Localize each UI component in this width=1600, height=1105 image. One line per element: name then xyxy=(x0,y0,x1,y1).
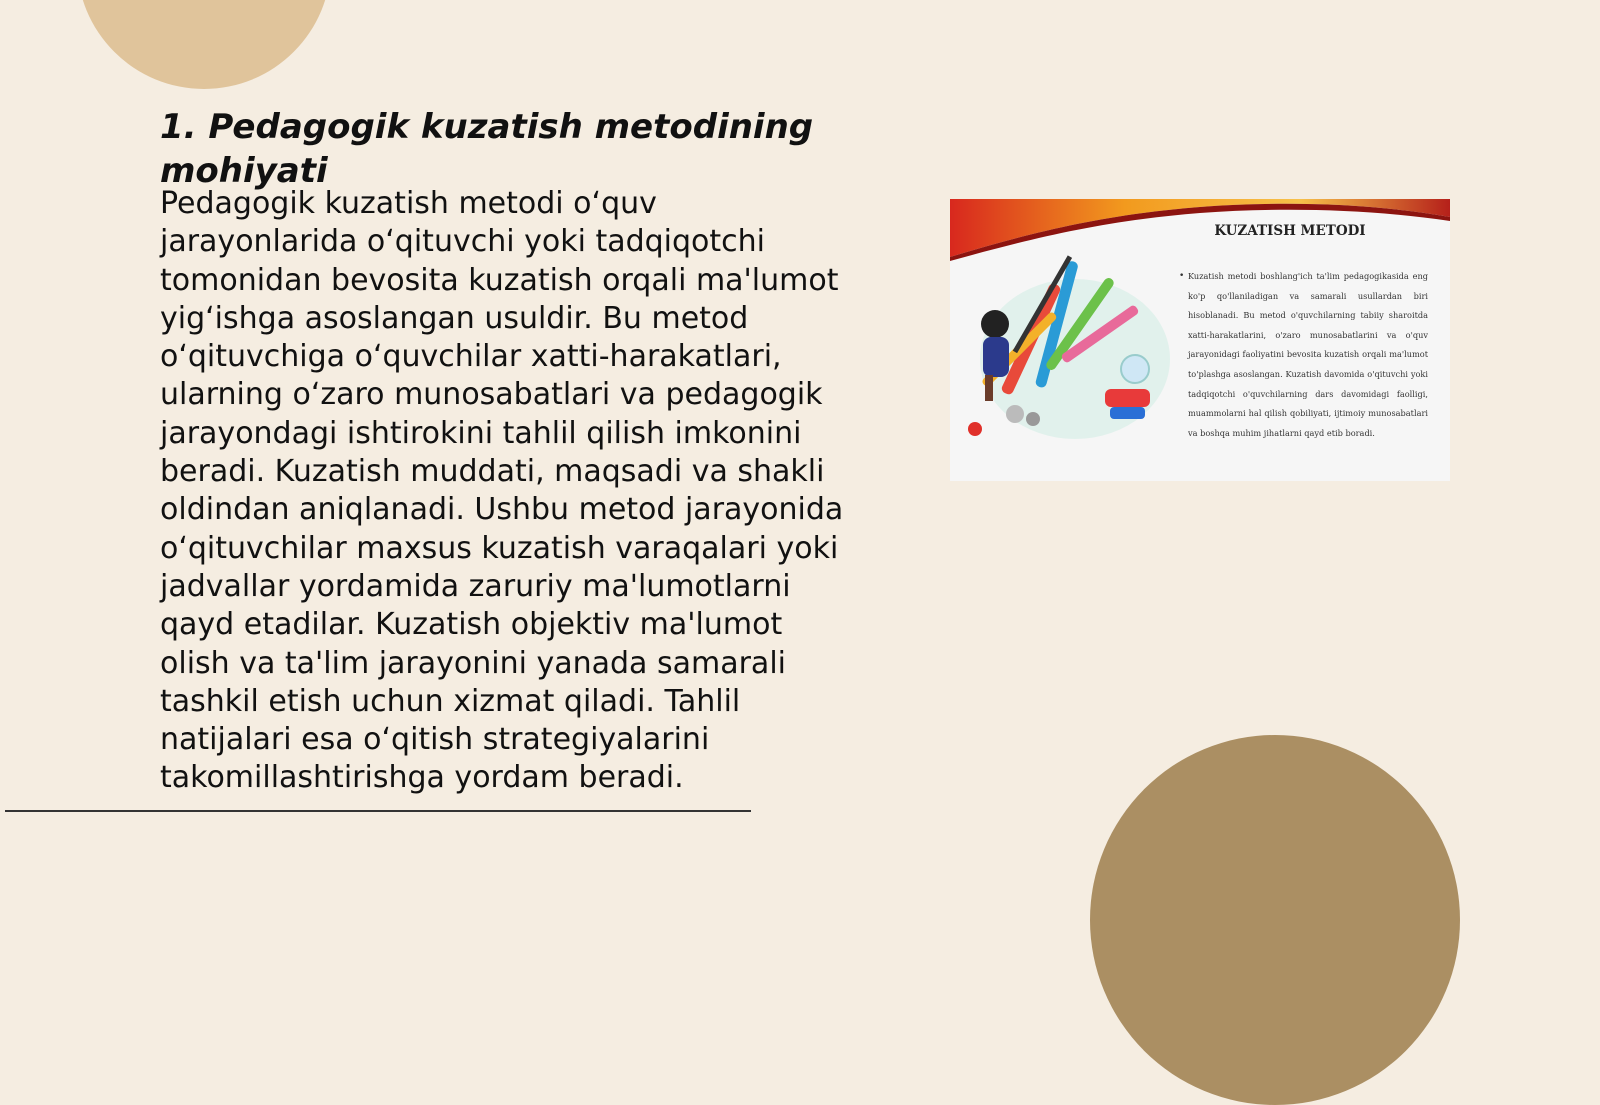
slide-title: 1. Pedagogik kuzatish metodining mohiyati xyxy=(160,107,814,191)
school-supplies-illustration xyxy=(955,239,1175,449)
decorative-circle-bottom xyxy=(1090,735,1460,1105)
slide-body-text: Pedagogik kuzatish metodi o‘quv jarayonlarida o‘qituvchi yoki tadqiqotchi tomonidan bevosita kuzatish orqali ma'lumot yig‘ishga asoslangan usuldir. Bu metod o‘qituvchiga o‘quvchilar xatti-harakatlari, ularning o‘zaro munosabatlari va pedagogik jarayondagi ishtirokini tahlil qilish imkonini beradi. Kuzatish muddati, maqsadi va shakli oldindan aniqlanadi. Ushbu metod jarayonida o‘qituvchilar maxsus kuzatish varaqalari yoki jadvallar yordamida zaruriy ma'lumotlarni qayd etadilar. Kuzatish objektiv ma'lumot olish va ta'lim jarayonini yanada samarali tashkil etish uchun xizmat qiladi. Tahlil natijalari esa o‘qitish strategiyalarini takomillashtirishga yordam beradi. xyxy=(160,186,844,796)
divider-line xyxy=(5,810,751,812)
thumbnail-text: Kuzatish metodi boshlang'ich ta'lim pedagogikasida eng ko'p qo'llaniladigan va samarali usullardan biri hisoblanadi. Bu metod o'quvchilarning tabiiy sharoitda xatti-harakatlarini, o'zaro munosabatlarini va o'quv jarayonidagi faoliyatini bevosita kuzatish orqali ma'lumot to'plashga asoslangan. Kuzatish davomida o'qituvchi yoki tadqiqotchi o'quvchilarning dars davomidagi faolligi, muammolarni hal qilish qobiliyati, ijtimoiy munosabatlari va boshqa muhim jihatlarni qayd etib boradi. xyxy=(1188,271,1428,438)
decorative-circle-top xyxy=(77,0,331,89)
slide-thumbnail-image xyxy=(950,199,1450,481)
thumbnail-bullet: • xyxy=(1179,271,1185,281)
thumbnail-title: KUZATISH METODI xyxy=(1214,223,1366,239)
